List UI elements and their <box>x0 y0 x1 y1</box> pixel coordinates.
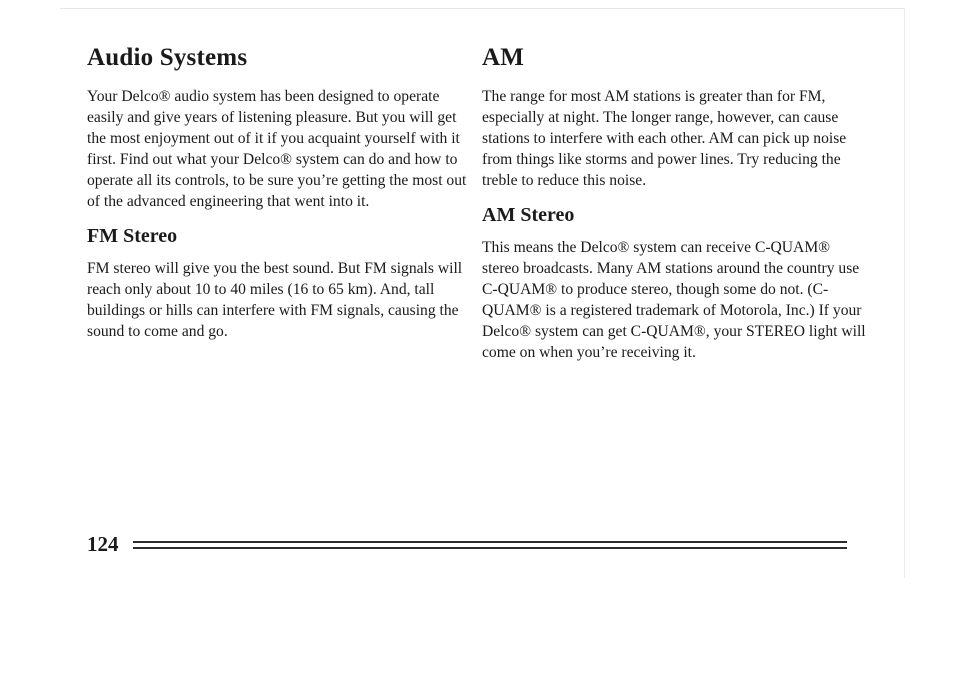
audio-systems-intro: Your Delco® audio system has been designed to operate easily and give years of listening pleasure. But you will get the most enjoyment out of it if you acquaint yourself with it first. Find out what your Delco® system can do and how to operate all its controls, to be sure you’re getting the most out of the advanced engineering that went into it. <box>87 88 467 210</box>
am-heading: AM <box>482 44 525 71</box>
fm-stereo-text: FM stereo will give you the best sound. But FM signals will reach only about 10 to 40 miles (16 to 65 km). And, tall buildings or hills can interfere with FM signals, causing the sound to come and go. <box>87 260 463 340</box>
left-column <box>87 44 467 342</box>
top-border-rule <box>60 8 905 9</box>
am-stereo-text: This means the Delco® system can receive C-QUAM® stereo broadcasts. Many AM stations around the country use C-QUAM® to produce stereo, though some do not. (C-QUAM® is a registered trademark of Motorola, Inc.) If your Delco® system can get C-QUAM®, your STEREO light will come on when you’re receiving it. <box>482 239 866 361</box>
am-stereo-heading: AM Stereo <box>482 204 575 226</box>
am-text: The range for most AM stations is greater than for FM, especially at night. The longer range, however, can cause stations to interfere with each other. AM can pick up noise from things like storms and power lines. Try reducing the treble to reduce this noise. <box>482 88 847 189</box>
right-border-rule <box>904 8 905 578</box>
right-column <box>482 44 867 363</box>
page-number: 124 <box>87 532 119 556</box>
footer-rule-bottom <box>133 547 847 549</box>
page-footer <box>87 530 847 560</box>
fm-stereo-heading: FM Stereo <box>87 225 178 247</box>
footer-rule-top <box>133 541 847 543</box>
audio-systems-heading: Audio Systems <box>87 44 248 71</box>
